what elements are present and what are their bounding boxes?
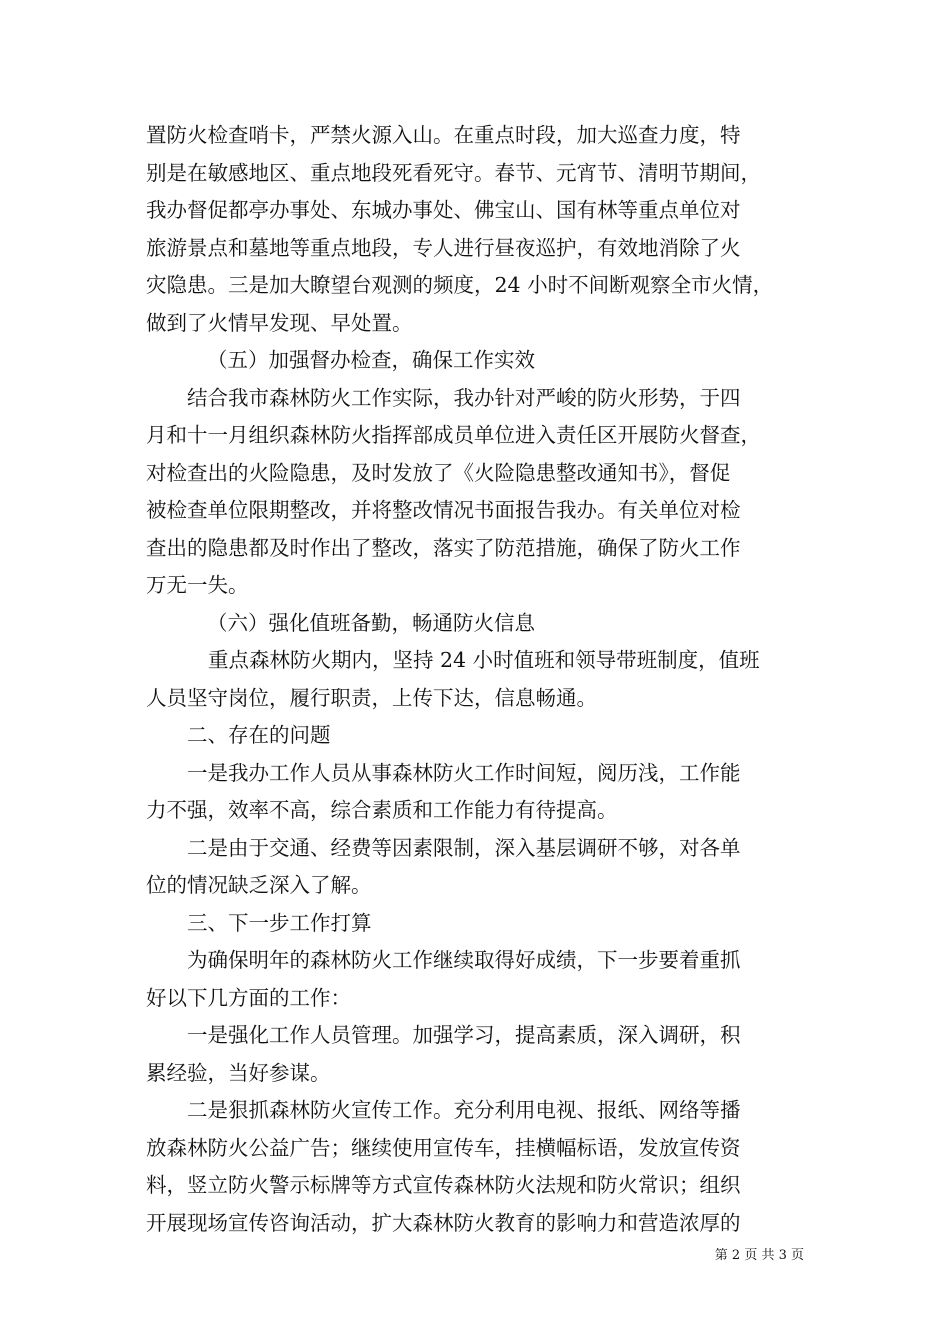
text-line: 查出的隐患都及时作出了整改，落实了防范措施，确保了防火工作 [146,535,741,560]
text-line: 二是狠抓森林防火宣传工作。充分利用电视、报纸、网络等播 [187,1098,741,1122]
text-line: 人员坚守岗位，履行职责，上传下达，信息畅通。 [146,685,597,710]
page-number: 第 2 页 共 3 页 [714,1248,804,1263]
document-body [146,117,816,1242]
text-line: 做到了火情早发现、早处置。 [146,310,413,335]
text-line: 被检查单位限期整改，并将整改情况书面报告我办。有关单位对检 [146,498,741,522]
text-line: 一是我办工作人员从事森林防火工作时间短，阅历浅，工作能 [187,760,741,785]
text-line: 重点森林防火期内，坚持 24 小时值班和领导带班制度，值班 [208,648,760,672]
text-line: 开展现场宣传咨询活动，扩大森林防火教育的影响力和营造浓厚的 [146,1210,741,1235]
text-line: 灾隐患。三是加大瞭望台观测的频度，24 小时不间断观察全市火情， [146,273,774,297]
text-line: （六）强化值班备勤，畅通防火信息 [207,610,535,635]
text-line: 好以下几方面的工作： [146,985,351,1010]
text-line: 我办督促都亭办事处、东城办事处、佛宝山、国有林等重点单位对 [146,198,741,222]
text-line: 月和十一月组织森林防火指挥部成员单位进入责任区开展防火督查， [146,423,761,447]
text-line: 万无一失。 [146,573,249,597]
text-line: 位的情况缺乏深入了解。 [146,873,372,897]
text-line: 对检查出的火险隐患，及时发放了《火险隐患整改通知书》，督促 [146,460,731,485]
text-line: 放森林防火公益广告；继续使用宣传车，挂横幅标语，发放宣传资 [146,1135,741,1160]
text-line: 为确保明年的森林防火工作继续取得好成绩，下一步要着重抓 [187,948,741,972]
text-line: 置防火检查哨卡，严禁火源入山。在重点时段，加大巡查力度，特 [146,123,741,147]
text-line: 二、存在的问题 [187,723,331,747]
text-line: 一是强化工作人员管理。加强学习，提高素质，深入调研，积 [187,1023,741,1047]
text-line: 三、下一步工作打算 [187,910,372,935]
text-line: 结合我市森林防火工作实际，我办针对严峻的防火形势，于四 [187,385,741,410]
text-line: 旅游景点和墓地等重点地段，专人进行昼夜巡护，有效地消除了火 [146,235,741,260]
text-line: 累经验，当好参谋。 [146,1060,331,1085]
text-line: 二是由于交通、经费等因素限制，深入基层调研不够，对各单 [187,835,741,860]
body-text [146,117,816,1242]
text-line: 别是在敏感地区、重点地段死看死守。春节、元宵节、清明节期间， [146,160,761,185]
text-line: 料，竖立防火警示标牌等方式宣传森林防火法规和防火常识；组织 [146,1173,741,1197]
text-line: （五）加强督办检查，确保工作实效 [207,348,535,372]
text-line: 力不强，效率不高，综合素质和工作能力有待提高。 [146,798,618,822]
